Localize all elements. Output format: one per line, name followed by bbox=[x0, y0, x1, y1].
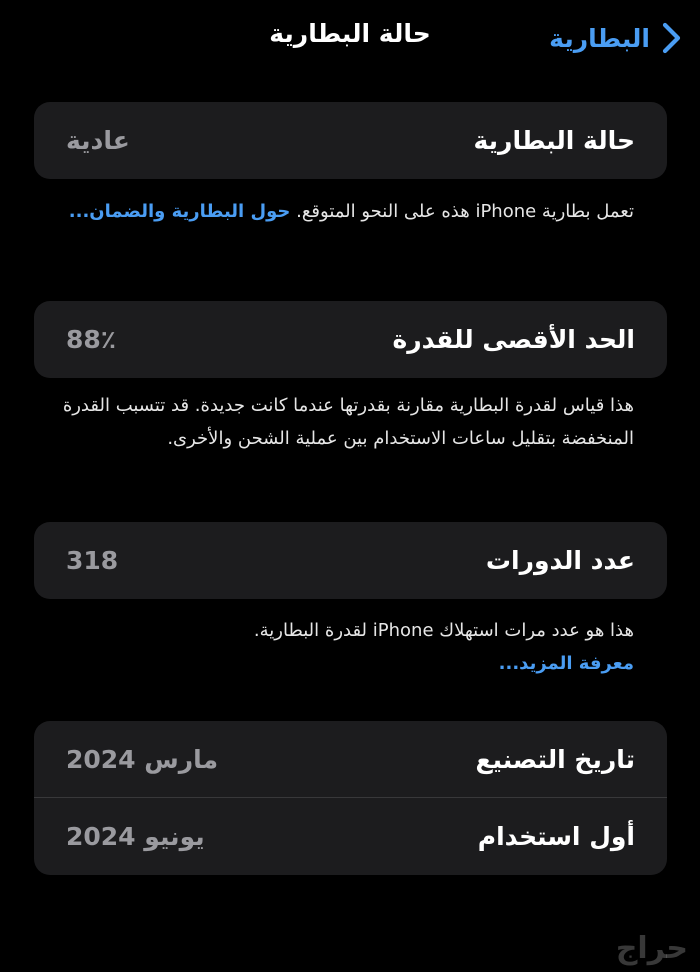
maximum-capacity-row bbox=[34, 301, 667, 378]
cycle-count-card bbox=[34, 522, 667, 599]
first-use-value: يونيو 2024 bbox=[66, 822, 205, 851]
haraj-watermark: حراج bbox=[615, 931, 688, 966]
battery-warranty-link[interactable]: حول البطارية والضمان... bbox=[68, 201, 291, 222]
cycle-count-label: عدد الدورات bbox=[485, 546, 635, 575]
manufacture-date-value: مارس 2024 bbox=[66, 745, 219, 774]
manufacture-date-row bbox=[34, 721, 667, 798]
back-button-label: البطارية bbox=[549, 23, 650, 53]
battery-health-label: حالة البطارية bbox=[473, 126, 635, 155]
battery-health-value: عادية bbox=[66, 126, 130, 155]
maximum-capacity-label: الحد الأقصى للقدرة bbox=[392, 325, 635, 354]
first-use-label: أول استخدام bbox=[477, 822, 635, 851]
cycle-count-note bbox=[60, 614, 634, 680]
maximum-capacity-value: 88٪ bbox=[66, 325, 117, 354]
maximum-capacity-note bbox=[60, 389, 634, 455]
battery-health-note-text: تعمل بطارية iPhone هذه على النحو المتوقع. bbox=[296, 201, 634, 222]
navigation-bar bbox=[0, 0, 700, 78]
battery-health-row bbox=[34, 102, 667, 179]
battery-health-card bbox=[34, 102, 667, 179]
learn-more-link[interactable]: معرفة المزيد... bbox=[498, 653, 634, 674]
maximum-capacity-card bbox=[34, 301, 667, 378]
first-use-row bbox=[34, 798, 667, 875]
cycle-count-note-text: هذا هو عدد مرات استهلاك iPhone لقدرة البطارية. bbox=[253, 620, 634, 641]
page-title: حالة البطارية bbox=[269, 19, 431, 48]
cycle-count-row bbox=[34, 522, 667, 599]
manufacture-date-label: تاريخ التصنيع bbox=[475, 745, 635, 774]
dates-card bbox=[34, 721, 667, 875]
battery-health-note bbox=[60, 195, 634, 228]
maximum-capacity-note-text: هذا قياس لقدرة البطارية مقارنة بقدرتها عندما كانت جديدة. قد تتسبب القدرة المنخفضة بتقليل ساعات الاستخدام بين عملية الشحن والأخرى. bbox=[62, 395, 634, 449]
cycle-count-value: 318 bbox=[66, 546, 119, 575]
